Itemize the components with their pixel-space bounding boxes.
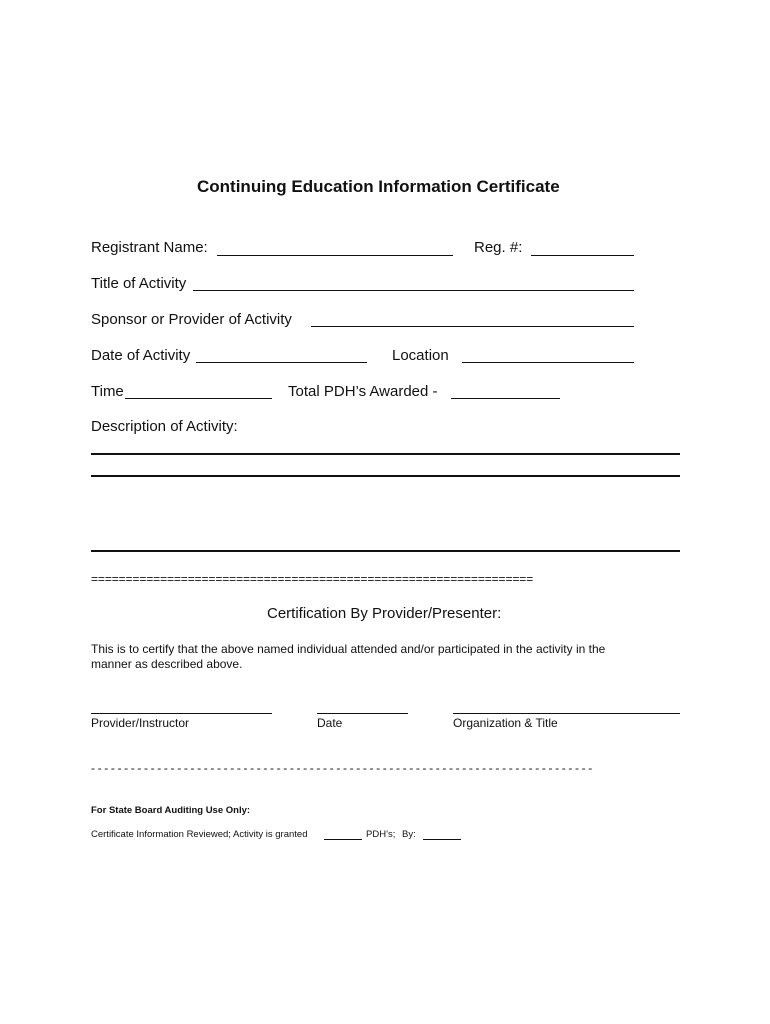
state-board-heading: For State Board Auditing Use Only: xyxy=(91,805,251,816)
date-of-activity-field[interactable] xyxy=(196,362,367,363)
date-signature-line[interactable] xyxy=(317,713,408,714)
title-of-activity-label: Title of Activity xyxy=(91,275,187,292)
granted-pdh-field[interactable] xyxy=(324,839,362,840)
organization-signature-line[interactable] xyxy=(453,713,680,714)
reg-number-field[interactable] xyxy=(531,255,634,256)
total-pdh-label: Total PDH’s Awarded - xyxy=(288,383,438,400)
equals-separator: ================================================================ xyxy=(91,572,534,586)
page-title: Continuing Education Information Certificate xyxy=(197,177,560,196)
location-field[interactable] xyxy=(462,362,634,363)
state-board-line-part2: PDH’s; xyxy=(366,829,396,840)
reviewed-by-field[interactable] xyxy=(423,839,461,840)
date-label: Date xyxy=(317,716,343,730)
description-line-1[interactable] xyxy=(91,453,680,455)
organization-label: Organization & Title xyxy=(453,716,558,730)
certification-heading: Certification By Provider/Presenter: xyxy=(267,605,502,622)
certification-statement-1: This is to certify that the above named individual attended and/or participated in the activity in the xyxy=(91,642,606,656)
description-label: Description of Activity: xyxy=(91,418,238,435)
description-line-3[interactable] xyxy=(91,550,680,552)
provider-label: Provider/Instructor xyxy=(91,716,190,730)
time-field[interactable] xyxy=(125,398,272,399)
provider-signature-line[interactable] xyxy=(91,713,272,714)
time-label: Time xyxy=(91,383,124,400)
registrant-name-field[interactable] xyxy=(217,255,453,256)
total-pdh-field[interactable] xyxy=(451,398,560,399)
date-of-activity-label: Date of Activity xyxy=(91,347,191,364)
description-line-2[interactable] xyxy=(91,475,680,477)
certification-statement-2: manner as described above. xyxy=(91,657,243,671)
sponsor-label: Sponsor or Provider of Activity xyxy=(91,311,292,328)
state-board-line-part1: Certificate Information Reviewed; Activity is granted xyxy=(91,829,308,840)
title-of-activity-field[interactable] xyxy=(193,290,634,291)
state-board-line-part3: By: xyxy=(402,829,416,840)
reg-number-label: Reg. #: xyxy=(474,239,523,256)
registrant-name-label: Registrant Name: xyxy=(91,239,208,256)
sponsor-field[interactable] xyxy=(311,326,634,327)
location-label: Location xyxy=(392,347,449,364)
dash-separator: - - - - - - - - - - - - - - - - - - - - - - - - - - - - - - - - - - - - - - - - - - - - - - - - - - - - - - - - - - - - - - - - - - - - - - - - - - - - xyxy=(91,761,592,775)
